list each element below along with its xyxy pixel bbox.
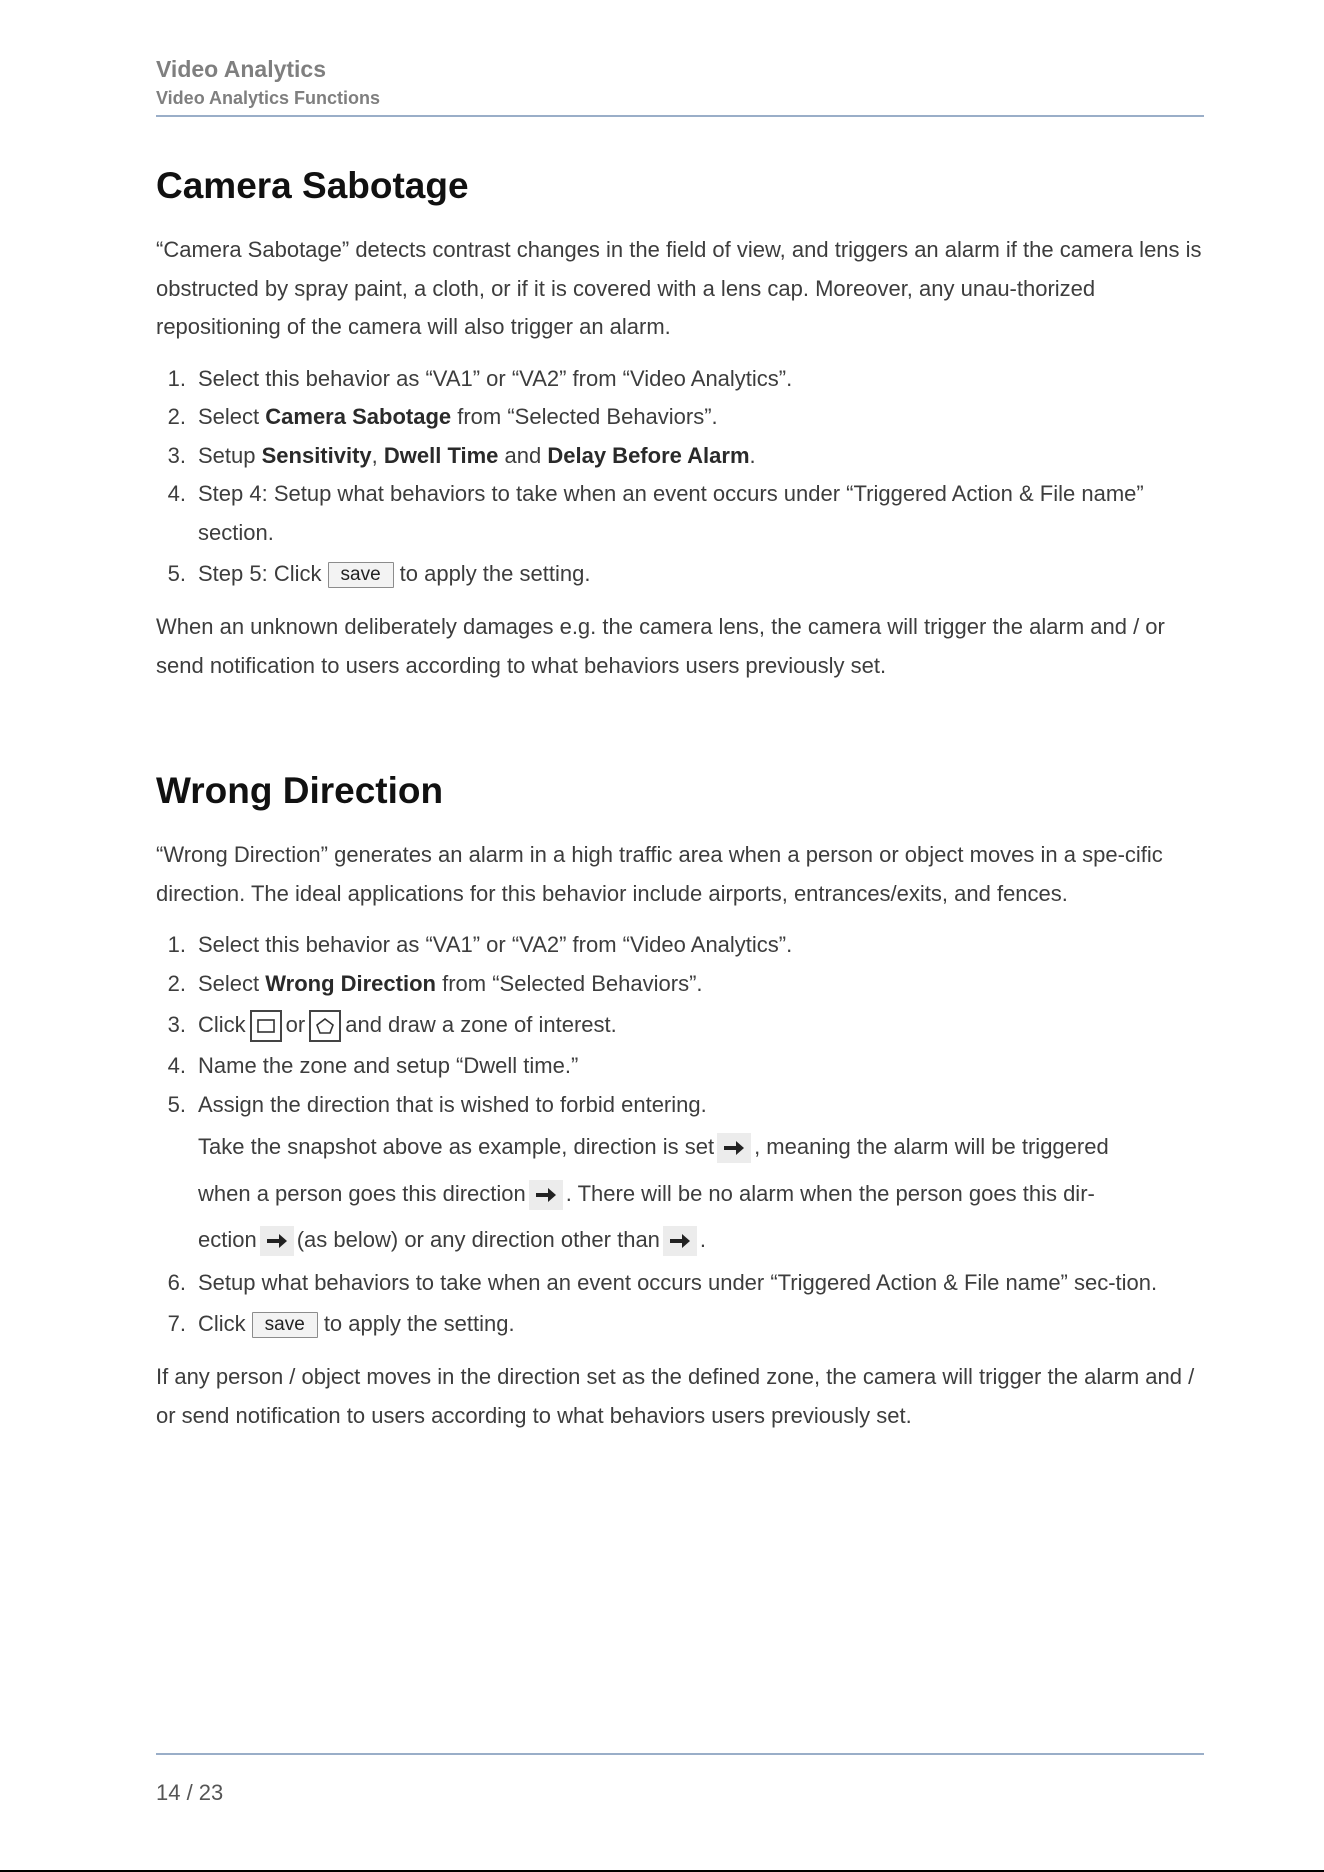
header-divider [156, 115, 1204, 117]
step-text: Select [198, 970, 266, 996]
running-header [156, 52, 1204, 110]
step-text: Select [198, 404, 266, 429]
step-item [156, 437, 1204, 476]
step-text: to apply the setting. [323, 1311, 515, 1336]
note-text: when a person goes this direction [198, 1180, 526, 1206]
step-number: 1. [167, 365, 186, 391]
header-subtitle: Video Analytics Functions [156, 88, 381, 108]
step-number: 2. [167, 970, 186, 996]
step-text: and [498, 442, 548, 468]
arrow-right-icon [260, 1226, 294, 1256]
step-number: 4. [167, 481, 186, 506]
page-number: 14 / 23 [156, 1780, 224, 1805]
setting-delay-before-alarm: Delay Before Alarm [547, 442, 750, 468]
step-number: 3. [167, 442, 186, 468]
step-text: Setup what behaviors to take when an event occurs under “Triggered Action & File name” sec-tion. [198, 1269, 1158, 1295]
step-number: 3. [167, 1012, 186, 1037]
step-item [156, 1047, 1204, 1086]
arrow-right-icon [663, 1226, 697, 1256]
note-text: Take the snapshot above as example, direction is set [198, 1134, 715, 1159]
steps-list [156, 360, 1204, 597]
note-text: . [699, 1227, 707, 1252]
step-text: from “Selected Behaviors”. [451, 404, 718, 429]
header-title: Video Analytics [156, 56, 327, 82]
step-text: Select this behavior as “VA1” or “VA2” from “Video Analytics”. [198, 365, 793, 391]
step-text: Step 5: Click [198, 561, 322, 586]
step-item [156, 1302, 1204, 1346]
step-item [156, 475, 1204, 552]
rectangle-tool-icon[interactable] [250, 1010, 282, 1042]
step-text: , [371, 442, 384, 468]
step-item [156, 1086, 1204, 1125]
step-item [156, 965, 1204, 1004]
polygon-tool-icon[interactable] [309, 1010, 341, 1042]
note-text: . There will be no alarm when the person goes this dir- [565, 1180, 1095, 1206]
save-button[interactable]: save [252, 1312, 318, 1338]
note-text: ection [198, 1227, 257, 1252]
setting-sensitivity: Sensitivity [261, 442, 372, 468]
note-text: (as below) or any direction other than [296, 1227, 660, 1252]
step-item [156, 552, 1204, 596]
step-item [156, 398, 1204, 437]
step-text: from “Selected Behaviors”. [435, 970, 703, 996]
section-outro: When an unknown deliberately damages e.g. the camera lens, the camera will trigger the alarm and / or send notification to users according to what behaviors users previously set. [156, 614, 1165, 678]
step-text: to apply the setting. [399, 561, 591, 586]
section-intro: “Wrong Direction” generates an alarm in a high traffic area when a person or object moves in a spe-cific direction. The ideal applications for this behavior include airports, entrances/exits, and fences. [156, 842, 1163, 906]
step-text: Step 4: Setup what behaviors to take when an event occurs under “Triggered Action & File name” section. [198, 481, 1144, 545]
step-text: . [749, 442, 756, 468]
step-number: 4. [167, 1053, 186, 1078]
direction-note [156, 1124, 1204, 1264]
step-text: Setup [198, 442, 262, 468]
step-item [156, 1264, 1204, 1303]
section-intro: “Camera Sabotage” detects contrast changes in the field of view, and triggers an alarm if the camera lens is obstructed by spray paint, a cloth, or if it is covered with a lens cap. Moreover, any unau-thorized repositioning of the camera will also trigger an alarm. [156, 237, 1202, 339]
step-text: Click [198, 1012, 246, 1037]
section-heading: Wrong Direction [156, 770, 444, 811]
steps-list [156, 1264, 1204, 1347]
save-button[interactable]: save [328, 562, 394, 588]
section-camera-sabotage [156, 160, 1204, 685]
step-item [156, 926, 1204, 965]
note-text: , meaning the alarm will be triggered [754, 1134, 1109, 1159]
behavior-name: Camera Sabotage [265, 404, 452, 429]
arrow-right-icon [717, 1133, 751, 1163]
step-number: 5. [167, 561, 186, 586]
step-text: Click [198, 1311, 246, 1336]
step-text: Name the zone and setup “Dwell time.” [198, 1053, 579, 1078]
step-text: Select this behavior as “VA1” or “VA2” from “Video Analytics”. [198, 932, 793, 957]
step-number: 1. [167, 932, 186, 957]
step-number: 2. [167, 404, 186, 429]
step-number: 7. [167, 1311, 186, 1336]
step-item [156, 1003, 1204, 1047]
step-text: or [285, 1012, 306, 1037]
step-number: 5. [167, 1091, 186, 1117]
arrow-right-icon [529, 1180, 563, 1210]
steps-list [156, 926, 1204, 1124]
step-item [156, 360, 1204, 399]
step-text: and draw a zone of interest. [345, 1012, 617, 1037]
setting-dwell-time: Dwell Time [383, 442, 499, 468]
section-outro: If any person / object moves in the direction set as the defined zone, the camera will trigger the alarm and / or send notification to users according to what behaviors users previously set. [156, 1364, 1195, 1428]
behavior-name: Wrong Direction [265, 970, 436, 996]
section-heading: Camera Sabotage [156, 165, 469, 206]
section-wrong-direction [156, 765, 1204, 1435]
step-text: Assign the direction that is wished to forbid entering. [198, 1091, 707, 1117]
footer-divider [156, 1753, 1204, 1755]
main-content [156, 160, 1204, 1435]
step-number: 6. [167, 1269, 186, 1295]
